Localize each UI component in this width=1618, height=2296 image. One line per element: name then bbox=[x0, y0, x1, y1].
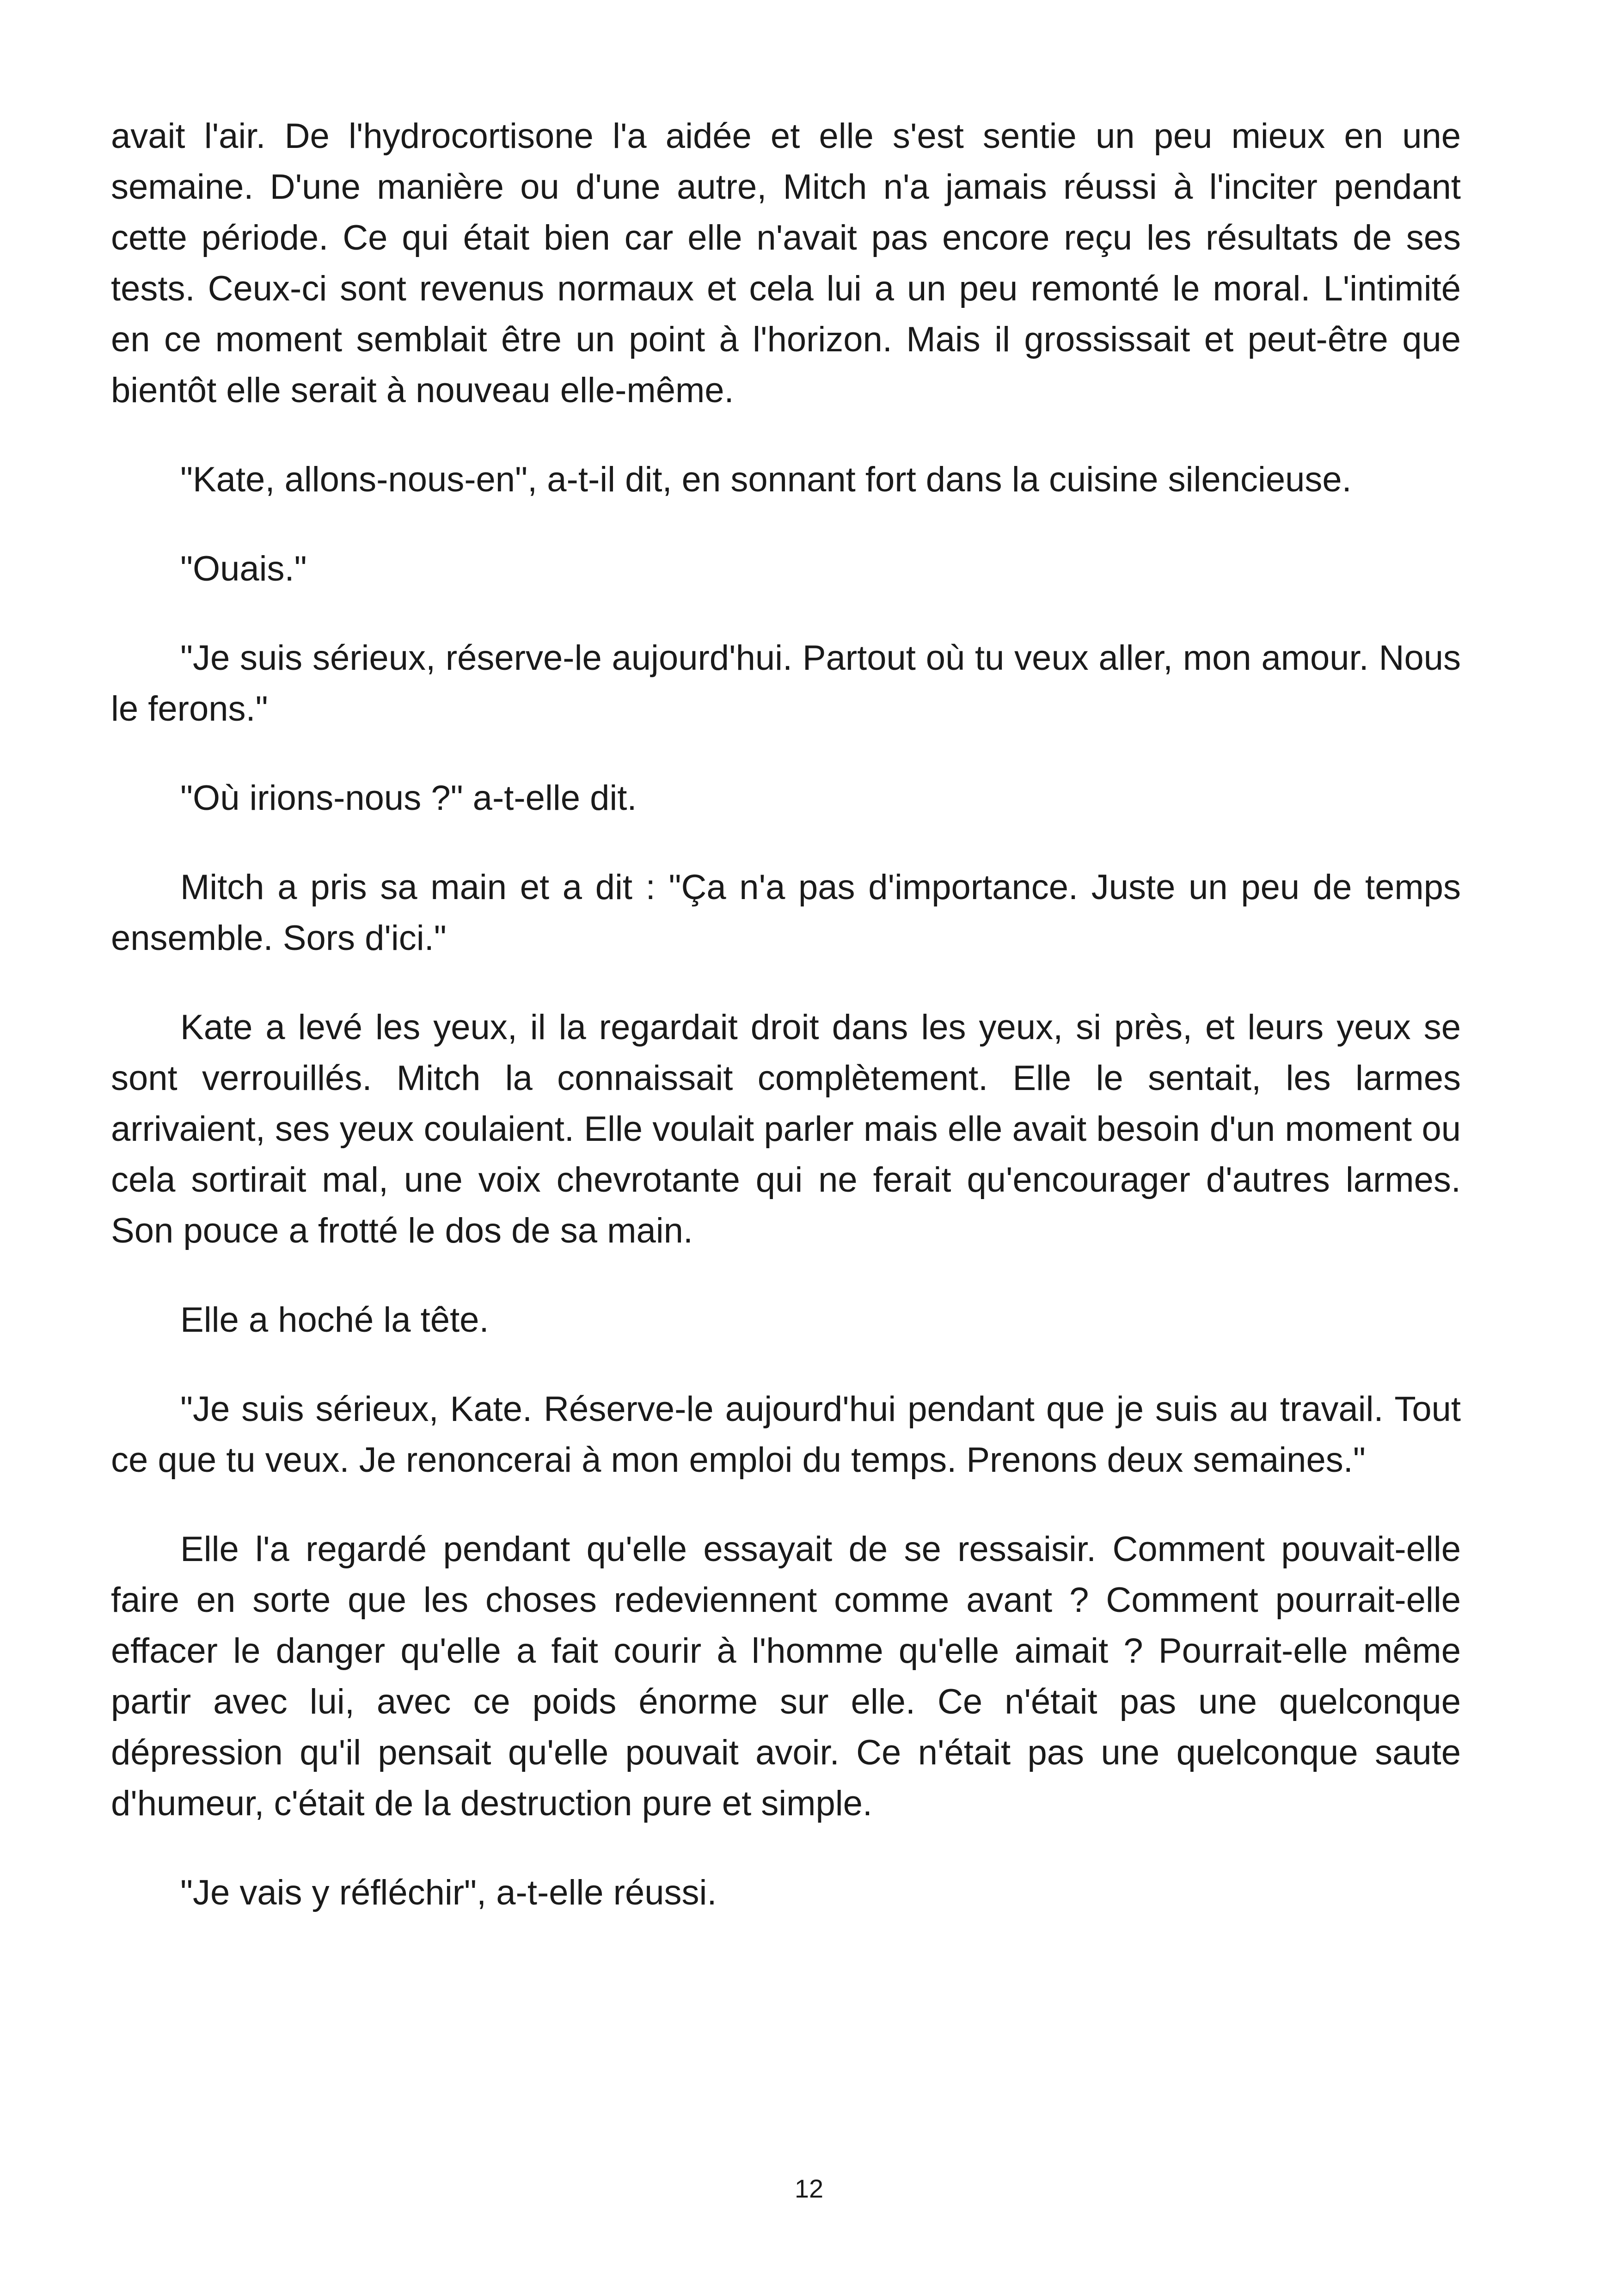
paragraph-4: "Je suis sérieux, réserve-le aujourd'hui. Partout où tu veux aller, mon amour. Nous le ferons." bbox=[111, 638, 1461, 729]
paragraph-5: "Où irions-nous ?" a-t-elle dit. bbox=[180, 778, 637, 818]
paragraph-9: "Je suis sérieux, Kate. Réserve-le aujourd'hui pendant que je suis au travail. Tout ce que tu veux. Je renoncerai à mon emploi du temps. Prenons deux semaines." bbox=[111, 1390, 1461, 1480]
page-body bbox=[111, 111, 1461, 1957]
paragraph-2: "Kate, allons-nous-en", a-t-il dit, en sonnant fort dans la cuisine silencieuse. bbox=[180, 460, 1352, 499]
paragraph-11: "Je vais y réfléchir", a-t-elle réussi. bbox=[180, 1873, 717, 1912]
paragraph-6: Mitch a pris sa main et a dit : "Ça n'a pas d'importance. Juste un peu de temps ensemble. Sors d'ici." bbox=[111, 868, 1461, 958]
paragraph-1: avait l'air. De l'hydrocortisone l'a aidée et elle s'est sentie un peu mieux en une semaine. D'une manière ou d'une autre, Mitch n'a jamais réussi à l'inciter pendant cette période. Ce qui était bien car elle n'avait pas encore reçu les résultats de ses tests. Ceux-ci sont revenus normaux et cela lui a un peu remonté le moral. L'intimité en ce moment semblait être un point à l'horizon. Mais il grossissait et peut-être que bientôt elle serait à nouveau elle-même. bbox=[111, 116, 1461, 410]
paragraph-3: "Ouais." bbox=[180, 549, 307, 588]
paragraph-10: Elle l'a regardé pendant qu'elle essayait de se ressaisir. Comment pouvait-elle faire en sorte que les choses redeviennent comme avant ? Comment pourrait-elle effacer le danger qu'elle a fait courir à l'homme qu'elle aimait ? Pourrait-elle même partir avec lui, avec ce poids énorme sur elle. Ce n'était pas une quelconque dépression qu'il pensait qu'elle pouvait avoir. Ce n'était pas une quelconque saute d'humeur, c'était de la destruction pure et simple. bbox=[111, 1530, 1461, 1823]
page-number: 12 bbox=[794, 2174, 824, 2203]
paragraph-7: Kate a levé les yeux, il la regardait droit dans les yeux, si près, et leurs yeux se sont verrouillés. Mitch la connaissait complètement. Elle le sentait, les larmes arrivaient, ses yeux coulaient. Elle voulait parler mais elle avait besoin d'un moment ou cela sortirait mal, une voix chevrotante qui ne ferait qu'encourager d'autres larmes. Son pouce a frotté le dos de sa main. bbox=[111, 1008, 1461, 1250]
paragraph-8: Elle a hoché la tête. bbox=[180, 1300, 489, 1340]
